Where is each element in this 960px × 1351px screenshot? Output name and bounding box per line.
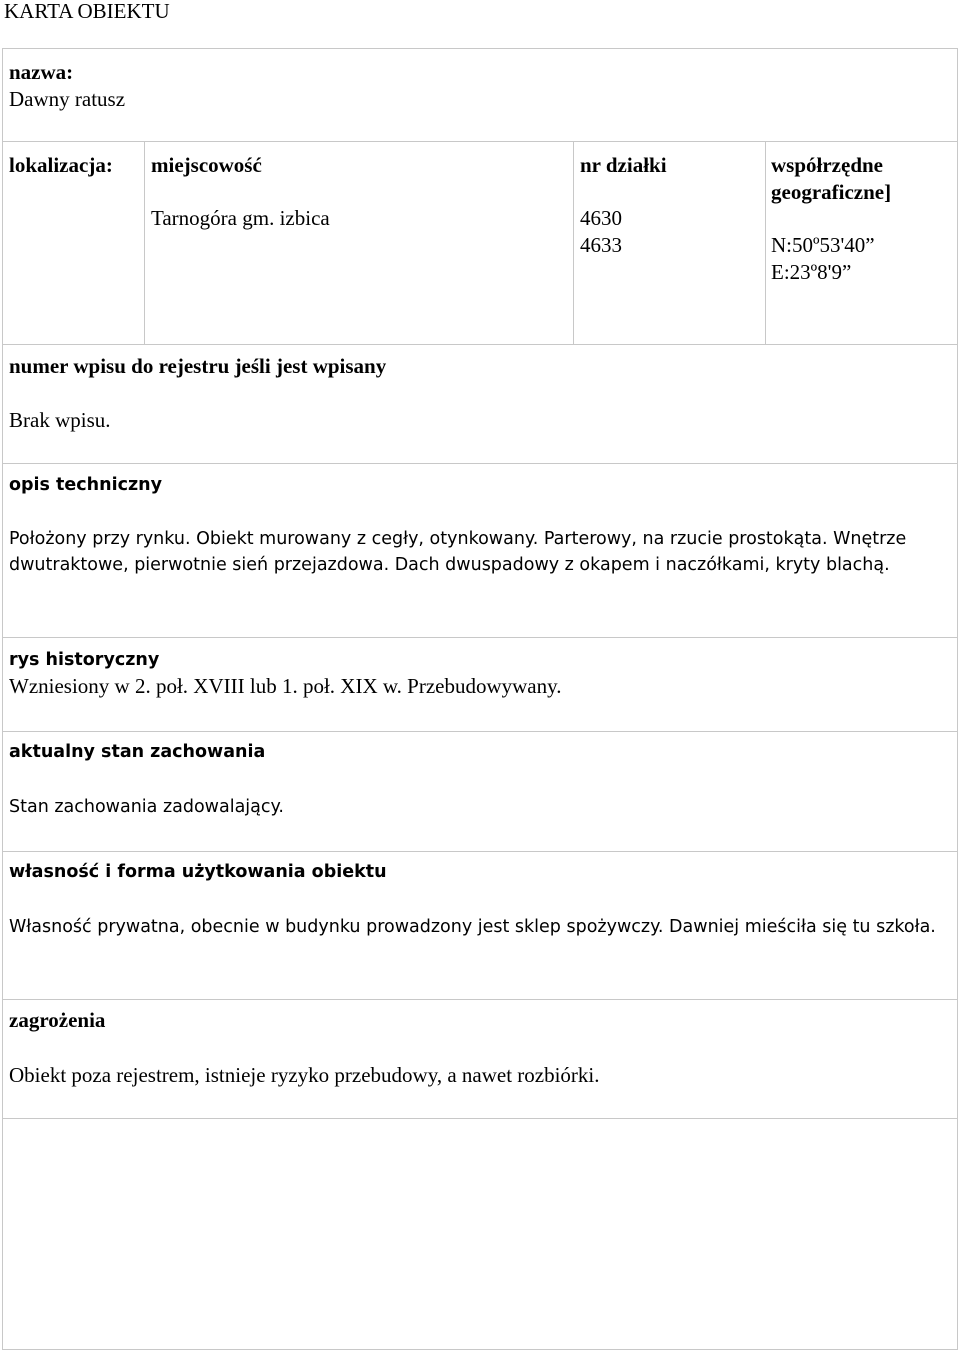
threats-label: zagrożenia [9, 1008, 106, 1032]
history-label: rys historyczny [9, 650, 160, 670]
coordinates-label: geograficzne] [771, 180, 892, 204]
technical-description-text: Położony przy rynku. Obiekt murowany z cegły, otynkowany. Parterowy, na rzucie prostokąta. Wnętrze dwutraktowe, pierwotnie sień przejazdowa. Dach dwuspadowy z okapem i naczółkami, kryty blachą. [9, 529, 907, 575]
ownership-section [2, 851, 958, 1000]
technical-description-label: opis techniczny [9, 475, 163, 495]
register-section [2, 344, 958, 464]
coordinates-north: N:50º53'40” [771, 233, 875, 257]
coordinates-cell [765, 141, 958, 345]
condition-label: aktualny stan zachowania [9, 742, 266, 762]
history-text: Wzniesiony w 2. poł. XVIII lub 1. poł. XIX w. Przebudowywany. [9, 674, 562, 698]
locality-label: miejscowość [151, 153, 262, 177]
register-label: numer wpisu do rejestru jeśli jest wpisany [9, 354, 387, 378]
ownership-text: Własność prywatna, obecnie w budynku prowadzony jest sklep spożywczy. Dawniej mieściła się tu szkoła. [9, 917, 936, 937]
empty-section [2, 1118, 958, 1350]
locality-value: Tarnogóra gm. izbica [151, 206, 330, 230]
locality-cell [144, 141, 574, 345]
coordinates-east: E:23º8'9” [771, 260, 852, 284]
history-section [2, 637, 958, 732]
coordinates-label: współrzędne [771, 153, 883, 177]
name-value: Dawny ratusz [9, 87, 126, 111]
parcel-label: nr działki [580, 153, 667, 177]
technical-description-section [2, 463, 958, 638]
threats-text: Obiekt poza rejestrem, istnieje ryzyko przebudowy, a nawet rozbiórki. [9, 1063, 600, 1087]
name-section [2, 48, 958, 142]
register-value: Brak wpisu. [9, 408, 111, 432]
parcel-cell [573, 141, 766, 345]
location-label-cell [2, 141, 145, 345]
parcel-number: 4633 [580, 233, 622, 257]
threats-section [2, 999, 958, 1119]
name-label: nazwa: [9, 60, 74, 84]
parcel-number: 4630 [580, 206, 622, 230]
ownership-label: własność i forma użytkowania obiektu [9, 862, 387, 882]
condition-section [2, 731, 958, 852]
page-title: KARTA OBIEKTU [4, 0, 170, 23]
condition-text: Stan zachowania zadowalający. [9, 797, 284, 817]
location-label: lokalizacja: [9, 153, 113, 177]
